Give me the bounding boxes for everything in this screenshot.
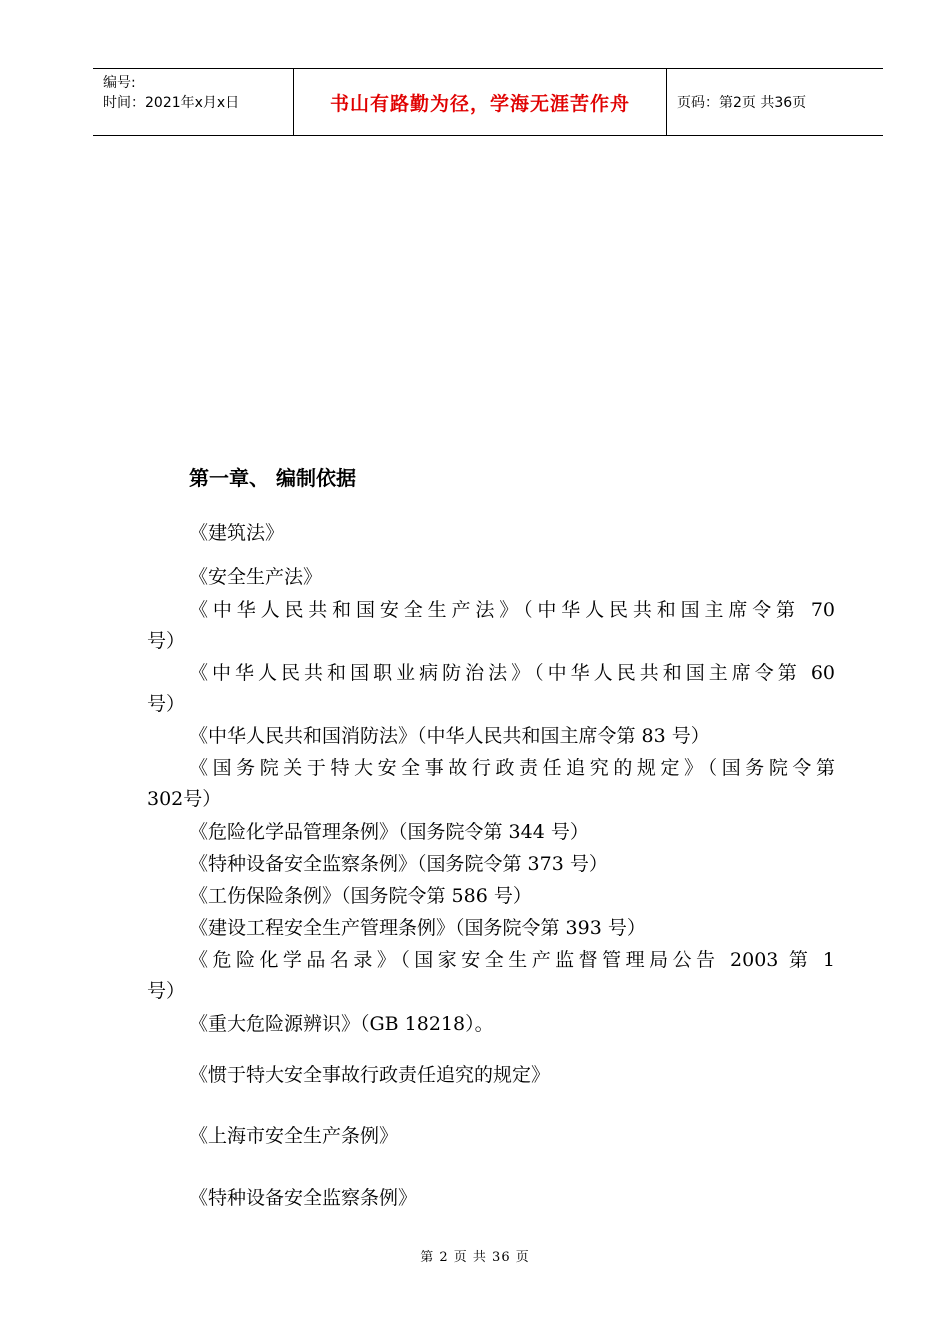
header-page-cell: [667, 69, 883, 135]
list-item-line: 《国务院关于特大安全事故行政责任追究的规定》（国务院令第: [189, 757, 835, 779]
list-item: [147, 753, 835, 815]
header-meta-cell: [93, 69, 294, 135]
header-motto: 书山有路勤为径，学海无涯苦作舟: [329, 92, 630, 115]
list-item-line: 《危险化学品名录》（国家安全生产监督管理局公告 2003 第 1: [189, 949, 835, 971]
chapter-title: 第一章、 编制依据: [189, 466, 356, 490]
list-item: 《建筑法》: [189, 522, 285, 544]
list-item: [147, 658, 835, 720]
list-item: 《特种设备安全监察条例》: [189, 1187, 418, 1209]
page-header: [93, 68, 883, 136]
list-item: 《安全生产法》: [189, 566, 323, 588]
document-number-label: 编号:: [103, 75, 136, 91]
list-item-line: 号）: [147, 980, 186, 1002]
document-time-label: 时间：2021年x月x日: [103, 95, 240, 111]
list-item: 《危险化学品管理条例》（国务院令第 344 号）: [189, 821, 589, 843]
list-item: 《惯于特大安全事故行政责任追究的规定》: [189, 1064, 551, 1086]
list-item-line: 《中华人民共和国职业病防治法》（中华人民共和国主席令第 60: [189, 662, 835, 684]
header-motto-cell: [294, 69, 667, 135]
list-item: [147, 945, 835, 1007]
header-page-number: 页码：第2页 共36页: [677, 95, 807, 111]
list-item-line: 《中华人民共和国安全生产法》（中华人民共和国主席令第 70: [189, 599, 835, 621]
list-item: 《建设工程安全生产管理条例》（国务院令第 393 号）: [189, 917, 646, 939]
list-item: 《重大危险源辨识》（GB 18218）。: [189, 1013, 494, 1035]
list-item: 《特种设备安全监察条例》（国务院令第 373 号）: [189, 853, 608, 875]
list-item: 《上海市安全生产条例》: [189, 1125, 399, 1147]
list-item: 《工伤保险条例》（国务院令第 586 号）: [189, 885, 532, 907]
list-item: [147, 595, 835, 657]
list-item-line: 号）: [147, 630, 186, 652]
list-item-line: 号）: [147, 693, 186, 715]
page-footer: 第 2 页 共 36 页: [420, 1250, 530, 1265]
list-item-line: 302号）: [147, 788, 222, 810]
list-item: 《中华人民共和国消防法》（中华人民共和国主席令第 83 号）: [189, 725, 710, 747]
